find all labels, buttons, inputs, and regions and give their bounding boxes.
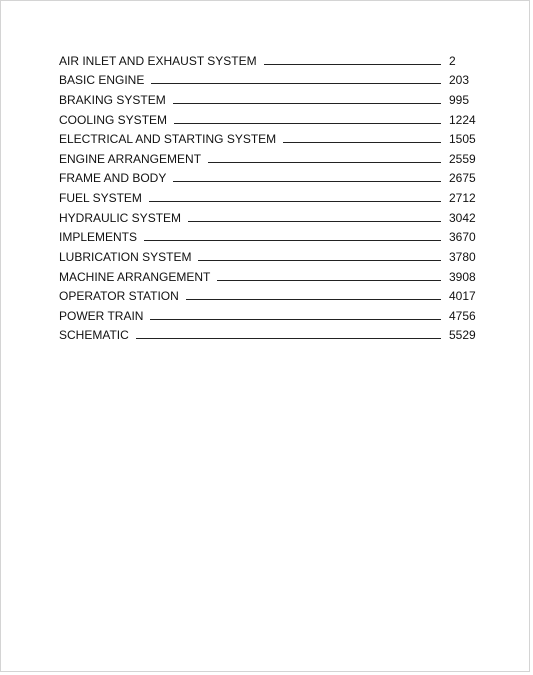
- toc-leader-line: [149, 201, 441, 202]
- toc-entry-page: 2559: [449, 151, 476, 166]
- toc-entry-title: POWER TRAIN: [59, 308, 144, 323]
- toc-entry-title: FRAME AND BODY: [59, 171, 167, 186]
- toc-entry-title: SCHEMATIC: [59, 328, 129, 343]
- toc-entry-page: 3670: [449, 230, 476, 245]
- toc-entry-page: 2675: [449, 171, 476, 186]
- toc-entry-electrical-and-starting-system[interactable]: [59, 127, 479, 147]
- toc-leader-line: [264, 64, 441, 65]
- toc-entry-title: FUEL SYSTEM: [59, 191, 142, 205]
- toc-entry-fuel-system[interactable]: [59, 185, 479, 205]
- toc-leader-line: [217, 280, 441, 281]
- toc-entry-page: 995: [449, 92, 470, 107]
- toc-entry-frame-and-body[interactable]: [59, 166, 479, 186]
- toc-leader-line: [208, 162, 441, 163]
- toc-entry-basic-engine[interactable]: [59, 68, 479, 88]
- toc-entry-title: IMPLEMENTS: [59, 230, 138, 245]
- toc-entry-title: MACHINE ARRANGEMENT: [59, 269, 211, 284]
- toc-entry-page: 3780: [449, 249, 476, 264]
- toc-entry-title: BASIC ENGINE: [59, 73, 145, 88]
- toc-entry-page: 2712: [449, 191, 476, 205]
- toc-leader-line: [173, 181, 441, 182]
- toc-leader-line: [150, 319, 441, 320]
- toc-leader-line: [198, 260, 441, 261]
- toc-entry-page: 4017: [449, 289, 476, 304]
- toc-entry-operator-station[interactable]: [59, 284, 479, 304]
- toc-entry-title: COOLING SYSTEM: [59, 112, 168, 127]
- toc-entry-implements[interactable]: [59, 225, 479, 245]
- toc-entry-title: LUBRICATION SYSTEM: [59, 249, 192, 264]
- toc-entry-page: 3908: [449, 269, 476, 284]
- toc-entry-cooling-system[interactable]: [59, 107, 479, 127]
- toc-leader-line: [173, 103, 441, 104]
- toc-entry-hydraulic-system[interactable]: [59, 205, 479, 225]
- toc-entry-title: ELECTRICAL AND STARTING SYSTEM: [59, 132, 277, 147]
- toc-entry-schematic[interactable]: [59, 323, 479, 343]
- table-of-contents: [59, 48, 479, 342]
- toc-leader-line: [188, 221, 441, 222]
- toc-leader-line: [283, 142, 441, 143]
- toc-entry-page: 3042: [449, 210, 476, 225]
- toc-entry-machine-arrangement[interactable]: [59, 264, 479, 284]
- toc-entry-page: 1505: [449, 132, 476, 147]
- toc-entry-title: ENGINE ARRANGEMENT: [59, 151, 202, 166]
- toc-entry-braking-system[interactable]: [59, 87, 479, 107]
- toc-entry-lubrication-system[interactable]: [59, 244, 479, 264]
- toc-entry-title: AIR INLET AND EXHAUST SYSTEM: [59, 53, 257, 68]
- toc-leader-line: [174, 123, 441, 124]
- toc-entry-page: 1224: [449, 112, 476, 127]
- toc-leader-line: [136, 338, 441, 339]
- toc-entry-air-inlet-and-exhaust-system[interactable]: [59, 48, 479, 68]
- toc-entry-title: BRAKING SYSTEM: [59, 92, 166, 107]
- toc-entry-page: 4756: [449, 308, 476, 323]
- toc-entry-power-train[interactable]: [59, 303, 479, 323]
- toc-entry-page: 5529: [449, 328, 476, 343]
- toc-leader-line: [151, 83, 441, 84]
- toc-entry-title: OPERATOR STATION: [59, 289, 179, 304]
- toc-entry-engine-arrangement[interactable]: [59, 146, 479, 166]
- toc-entry-page: 2: [449, 53, 456, 68]
- toc-leader-line: [144, 240, 441, 241]
- toc-leader-line: [186, 299, 441, 300]
- toc-entry-title: HYDRAULIC SYSTEM: [59, 210, 182, 225]
- toc-entry-page: 203: [449, 73, 470, 88]
